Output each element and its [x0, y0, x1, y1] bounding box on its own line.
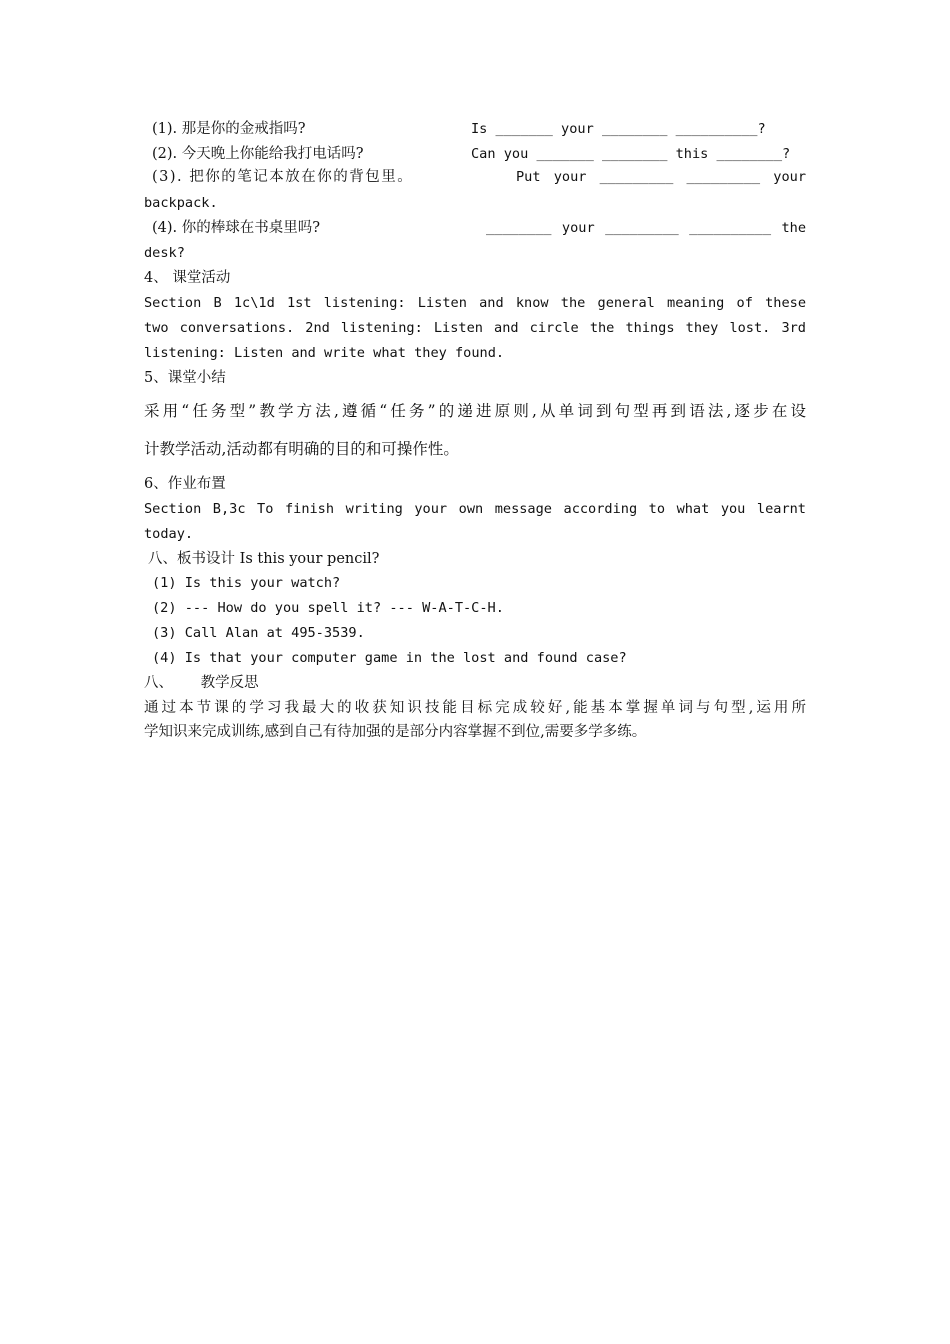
- section-5-heading: 5、课堂小结: [144, 370, 226, 386]
- section-4-line-2: two conversations. 2nd listening: Listen and circle the things they lost. 3rd: [144, 320, 806, 336]
- reflection-heading: 八、 教学反思: [144, 675, 259, 691]
- exercise-3-english: Put your _________ _________ your: [516, 169, 806, 185]
- board-item-1: (1) Is this your watch?: [152, 575, 341, 591]
- exercise-4-chinese: (4). 你的棒球在书桌里吗?: [152, 220, 321, 236]
- exercise-2-chinese: (2). 今天晚上你能给我打电话吗?: [152, 146, 364, 162]
- exercise-1-english: Is _______ your ________ __________?: [471, 121, 766, 137]
- section-4-line-3: listening: Listen and write what they found.: [144, 345, 505, 361]
- exercise-2-english: Can you _______ ________ this ________?: [471, 146, 791, 162]
- section-6-line-1: Section B,3c To finish writing your own message according to what you learnt: [144, 501, 806, 517]
- exercise-1-chinese: (1). 那是你的金戒指吗?: [152, 121, 306, 137]
- section-5-line-1: 采用“任务型”教学方法,遵循“任务”的递进原则,从单词到句型再到语法,逐步在设: [144, 402, 806, 420]
- section-6-heading: 6、作业布置: [144, 476, 226, 492]
- section-4-heading: 4、 课堂活动: [144, 270, 231, 286]
- exercise-4-english-continued: desk?: [144, 245, 185, 261]
- exercise-3-chinese: (3). 把你的笔记本放在你的背包里。: [152, 169, 414, 185]
- board-item-3: (3) Call Alan at 495-3539.: [152, 625, 365, 641]
- board-design-heading: 八、板书设计 Is this your pencil?: [148, 551, 380, 567]
- exercise-3-english-continued: backpack.: [144, 195, 218, 211]
- board-item-4: (4) Is that your computer game in the lost and found case?: [152, 650, 627, 666]
- reflection-line-2: 学知识来完成训练,感到自己有待加强的是部分内容掌握不到位,需要多学多练。: [144, 724, 647, 740]
- board-item-2: (2) --- How do you spell it? --- W-A-T-C-H.: [152, 600, 504, 616]
- section-4-line-1: Section B 1c\1d 1st listening: Listen and know the general meaning of these: [144, 295, 806, 311]
- section-6-line-2: today.: [144, 526, 194, 542]
- exercise-4-english: ________ your _________ __________ the: [486, 220, 806, 236]
- section-5-line-2: 计教学活动,活动都有明确的目的和可操作性。: [144, 440, 459, 458]
- reflection-line-1: 通过本节课的学习我最大的收获知识技能目标完成较好,能基本掌握单词与句型,运用所: [144, 700, 806, 716]
